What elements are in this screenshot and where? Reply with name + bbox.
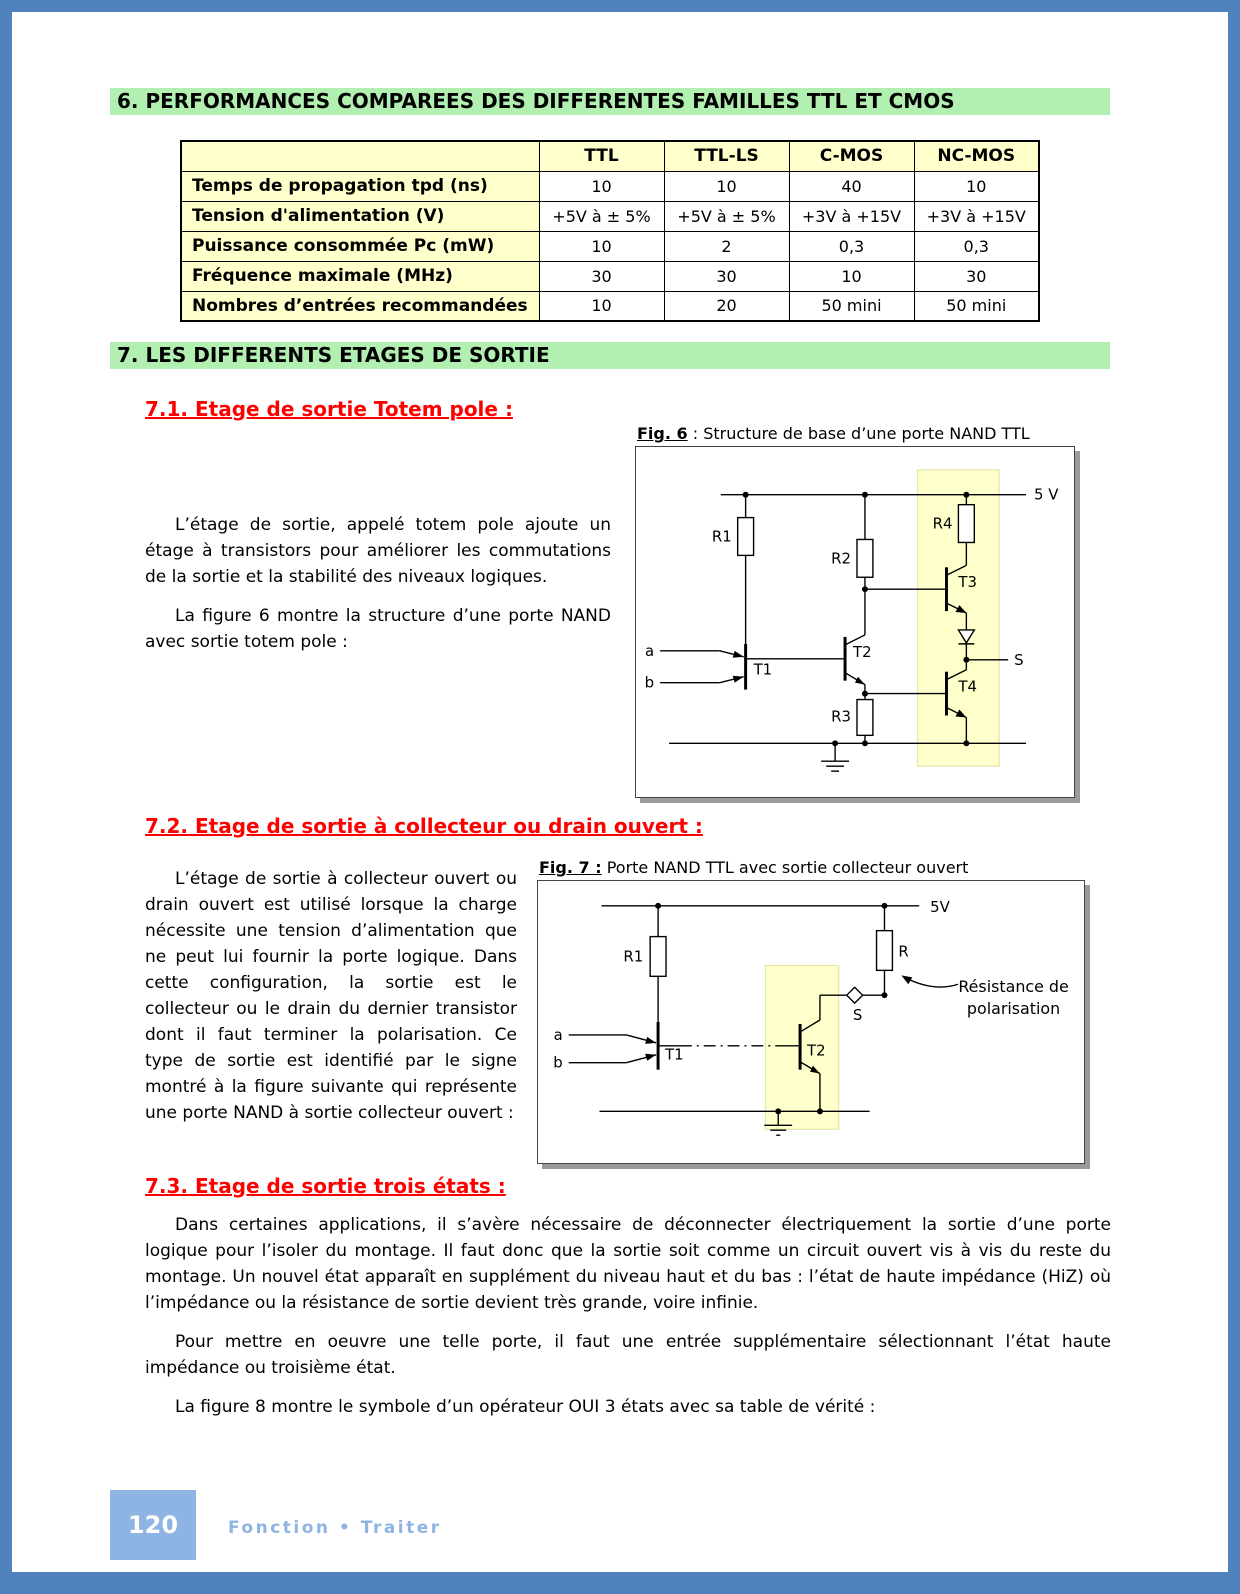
- resistor-r4: [958, 505, 974, 543]
- cell: 30: [914, 261, 1039, 291]
- cell: 0,3: [914, 231, 1039, 261]
- cell: 40: [789, 171, 914, 201]
- input-b-label: b: [553, 1053, 563, 1072]
- resistor-r1: [738, 518, 754, 556]
- fig7-caption: [539, 858, 968, 877]
- paragraph: La figure 6 montre la structure d’une porte NAND avec sortie totem pole :: [145, 606, 611, 652]
- cell: 10: [789, 261, 914, 291]
- fig7-caption-text: Porte NAND TTL avec sortie collecteur ouvert: [601, 858, 969, 877]
- r1-label: R1: [711, 527, 732, 546]
- input-a-label: a: [553, 1025, 563, 1044]
- col-header-ncmos: NC-MOS: [914, 141, 1039, 171]
- table-corner-cell: [181, 141, 539, 171]
- cell: 10: [539, 291, 664, 321]
- page-border-right: [1228, 0, 1240, 1594]
- ground-symbol: [821, 743, 849, 771]
- t1-label: T1: [753, 660, 773, 679]
- input-b-label: b: [644, 673, 655, 692]
- r4-label: R4: [932, 514, 953, 533]
- polarisation-annotation-line2: polarisation: [966, 999, 1061, 1019]
- cell: 2: [664, 231, 789, 261]
- resistor-r1: [650, 937, 666, 977]
- cell: 30: [539, 261, 664, 291]
- cell: +5V à ± 5%: [664, 201, 789, 231]
- section7-heading: 7. LES DIFFERENTS ETAGES DE SORTIE: [110, 342, 1110, 369]
- vcc-label: 5 V: [1033, 485, 1059, 504]
- row-label: Temps de propagation tpd (ns): [181, 171, 539, 201]
- section6-heading: 6. PERFORMANCES COMPAREES DES DIFFERENTES FAMILLES TTL ET CMOS: [110, 88, 1110, 115]
- table-row: [181, 201, 1039, 231]
- t3-label: T3: [958, 573, 978, 592]
- paragraph: L’étage de sortie, appelé totem pole ajoute un étage à transistors pour améliorer les commutations de la sortie et la stabilité des niveaux logiques.: [145, 515, 611, 587]
- col-header-ttl-ls: TTL-LS: [664, 141, 789, 171]
- cell: 10: [914, 171, 1039, 201]
- subsection-72-body: [145, 866, 517, 1139]
- r3-label: R3: [831, 707, 852, 726]
- cell: 10: [664, 171, 789, 201]
- fig6-schematic-box: [635, 446, 1075, 798]
- fig6-caption-text: : Structure de base d’une porte NAND TTL: [687, 424, 1030, 443]
- paragraph: Dans certaines applications, il s’avère nécessaire de déconnecter électriquement la sortie d’une porte logique pour l’isoler du montage. Il faut donc que la sortie soit comme un circuit ouvert vis à vis du reste du montage. Un nouvel état apparaît en supplément du niveau haut et du bas : l’état de haute impédance (HiZ) où l’impédance ou la résistance de sortie devient très grande, voire infinie.: [145, 1215, 1111, 1313]
- cell: 30: [664, 261, 789, 291]
- resistor-r3: [857, 700, 873, 736]
- row-label: Puissance consommée Pc (mW): [181, 231, 539, 261]
- cell: 0,3: [789, 231, 914, 261]
- paragraph: La figure 8 montre le symbole d’un opérateur OUI 3 états avec sa table de vérité :: [175, 1397, 876, 1417]
- input-a-label: a: [645, 641, 655, 660]
- paragraph: L’étage de sortie à collecteur ouvert ou drain ouvert est utilisé lorsque la charge nécessite une tension d’alimentation que ne peut lui fournir la porte logique. Dans cette configuration, la sortie est le collecteur ou le drain du dernier transistor dont il faut terminer la polarisation. Ce type de sortie est identifié par le signe montré à la figure suivante qui représente une porte NAND à sortie collecteur ouvert :: [145, 869, 517, 1123]
- paragraph: Pour mettre en oeuvre une telle porte, il faut une entrée supplémentaire sélectionnant l’état haute impédance ou troisième état.: [145, 1332, 1111, 1378]
- resistor-r2: [857, 539, 873, 577]
- cell: +3V à +15V: [914, 201, 1039, 231]
- row-label: Nombres d’entrées recommandées: [181, 291, 539, 321]
- annotation-arrow: [904, 977, 958, 987]
- cell: 10: [539, 171, 664, 201]
- fig6-label: Fig. 6: [637, 424, 688, 443]
- row-label: Tension d'alimentation (V): [181, 201, 539, 231]
- cell: 50 mini: [789, 291, 914, 321]
- output-s-label: S: [1014, 650, 1024, 669]
- r-label: R: [898, 942, 909, 961]
- t4-label: T4: [958, 677, 978, 696]
- fig6-caption: [637, 424, 1030, 443]
- subsection-73-body: [145, 1212, 1111, 1433]
- r1-label: R1: [623, 947, 644, 966]
- cell: 20: [664, 291, 789, 321]
- vcc-label: 5V: [930, 897, 950, 916]
- output-s-label: S: [852, 1006, 863, 1025]
- fig7-schematic-box: [537, 880, 1085, 1164]
- cell: +3V à +15V: [789, 201, 914, 231]
- t1-label: T1: [665, 1045, 684, 1064]
- r2-label: R2: [831, 549, 852, 568]
- open-collector-highlight: [765, 965, 838, 1129]
- open-collector-diamond-icon: [847, 987, 863, 1003]
- page-border-top: [0, 0, 1240, 12]
- cell: 50 mini: [914, 291, 1039, 321]
- cell: +5V à ± 5%: [539, 201, 664, 231]
- polarisation-annotation-line1: Résistance de: [958, 977, 1069, 997]
- fig7-label: Fig. 7 :: [539, 858, 602, 877]
- col-header-cmos: C-MOS: [789, 141, 914, 171]
- t2-label: T2: [807, 1041, 826, 1060]
- nand-ttl-totem-pole-schematic: [636, 447, 1074, 797]
- subsection-71-title: 7.1. Etage de sortie Totem pole :: [145, 397, 513, 421]
- subsection-71-body: [145, 512, 611, 668]
- table-row: [181, 171, 1039, 201]
- table-header-row: [181, 141, 1039, 171]
- comparison-table: [180, 140, 1040, 322]
- page-border-bottom: [0, 1572, 1240, 1594]
- row-label: Fréquence maximale (MHz): [181, 261, 539, 291]
- cell: 10: [539, 231, 664, 261]
- subsection-73-title: 7.3. Etage de sortie trois états :: [145, 1174, 506, 1198]
- table-row: [181, 261, 1039, 291]
- footer-function-label: Fonction • Traiter: [228, 1518, 442, 1538]
- t2-label: T2: [853, 642, 872, 661]
- table-row: [181, 291, 1039, 321]
- table-row: [181, 231, 1039, 261]
- page-border-left: [0, 0, 12, 1594]
- nand-open-collector-schematic: [538, 881, 1084, 1163]
- col-header-ttl: TTL: [539, 141, 664, 171]
- page-number: 120: [110, 1490, 196, 1560]
- subsection-72-title: 7.2. Etage de sortie à collecteur ou drain ouvert :: [145, 814, 703, 838]
- resistor-r: [877, 931, 893, 971]
